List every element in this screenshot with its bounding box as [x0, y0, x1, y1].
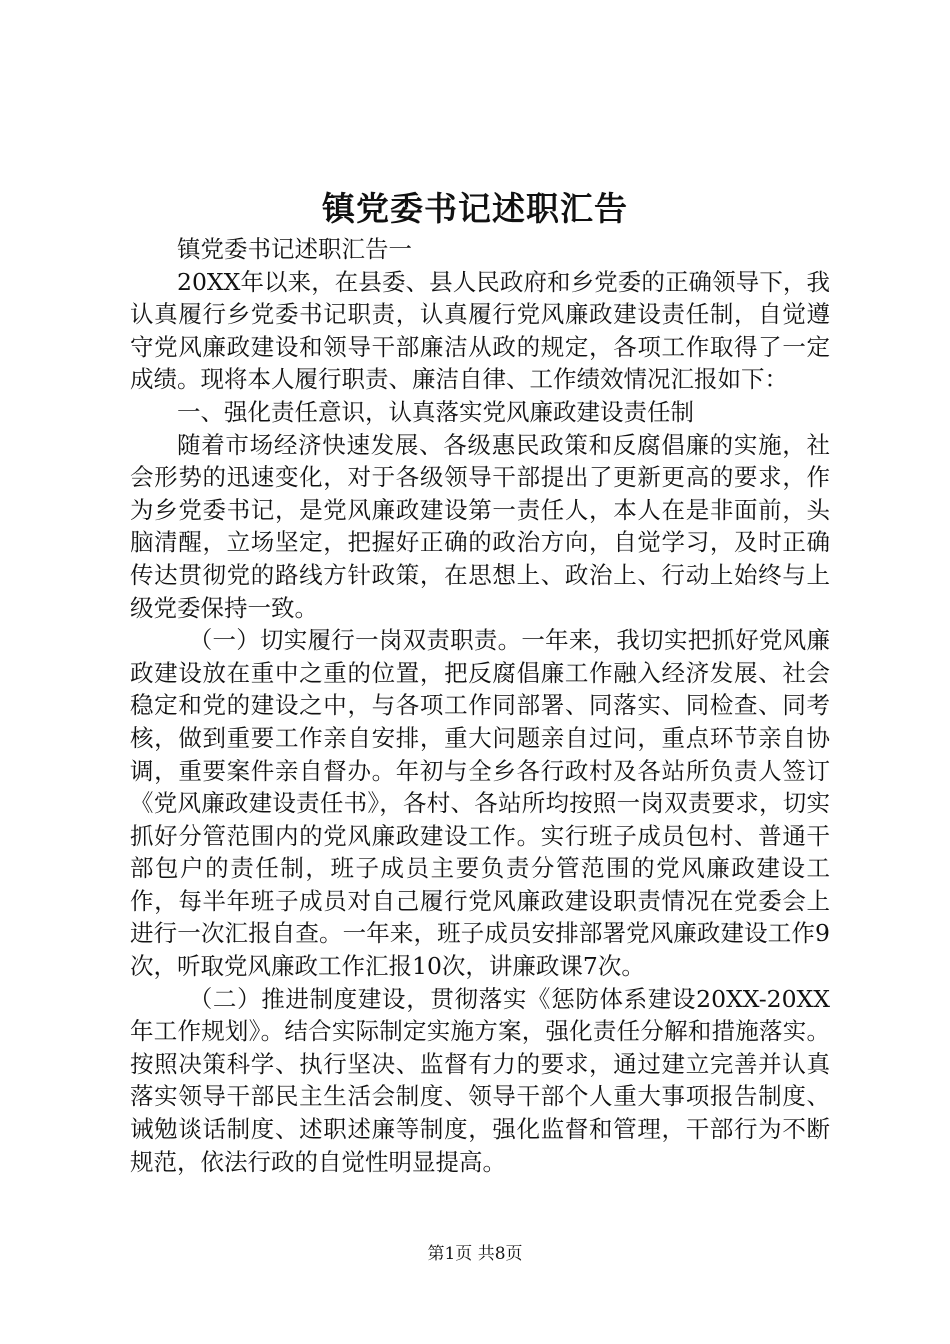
section-heading-1: 一、强化责任意识，认真落实党风廉政建设责任制 — [177, 397, 694, 426]
document-title: 镇党委书记述职汇告 — [322, 189, 628, 228]
paragraph-subtitle: 镇党委书记述职汇告一 — [177, 235, 412, 263]
paragraph-subsection-1: （一）切实履行一岗双责职责。一年来，我切实把抓好党风廉政建设放在重中之重的位置，把反腐倡廉工作融入经济发展、社会稳定和党的建设之中，与各项工作同部署、同落实、同检查、同考核，做到重要工作亲自安排，重大问题亲自过问，重点环节亲自协调，重要案件亲自督办。年初与全乡各行政村及各站所负责人签订《党风廉政建设责任书》，各村、各站所均按照一岗双责要求，切实抓好分管范围内的党风廉政建设工作。实行班子成员包村、普通干部包户的责任制，班子成员主要负责分管范围的党风廉政建设工作，每半年班子成员对自己履行党风廉政建设职责情况在党委会上进行一次汇报自查。一年来，班子成员安排部署党风廉政建设工作9次，听取党风廉政工作汇报10次，讲廉政课7次。 — [130, 626, 830, 981]
document-body — [130, 233, 830, 1178]
paragraph-subsection-2: （二）推进制度建设，贯彻落实《惩防体系建设20XX-20XX年工作规划》。结合实际制定实施方案，强化责任分解和措施落实。按照决策科学、执行坚决、监督有力的要求，通过建立完善并认真落实领导干部民主生活会制度、领导干部个人重大事项报告制度、诫勉谈话制度、述职述廉等制度，强化监督和管理，干部行为不断规范，依法行政的自觉性明显提高。 — [130, 984, 830, 1176]
paragraph-intro: 20XX年以来，在县委、县人民政府和乡党委的正确领导下，我认真履行乡党委书记职责，认真履行党风廉政建设责任制，自觉遵守党风廉政建设和领导干部廉洁从政的规定，各项工作取得了一定成绩。现将本人履行职责、廉洁自律、工作绩效情况汇报如下： — [130, 267, 830, 394]
paragraph-section-1: 随着市场经济快速发展、各级惠民政策和反腐倡廉的实施，社会形势的迅速变化，对于各级领导干部提出了更新更高的要求，作为乡党委书记，是党风廉政建设第一责任人，本人在是非面前，头脑清醒，立场坚定，把握好正确的政治方向，自觉学习，及时正确传达贯彻党的路线方针政策，在思想上、政治上、行动上始终与上级党委保持一致。 — [130, 430, 830, 622]
page-footer: 第1页 共8页 — [427, 1244, 523, 1264]
